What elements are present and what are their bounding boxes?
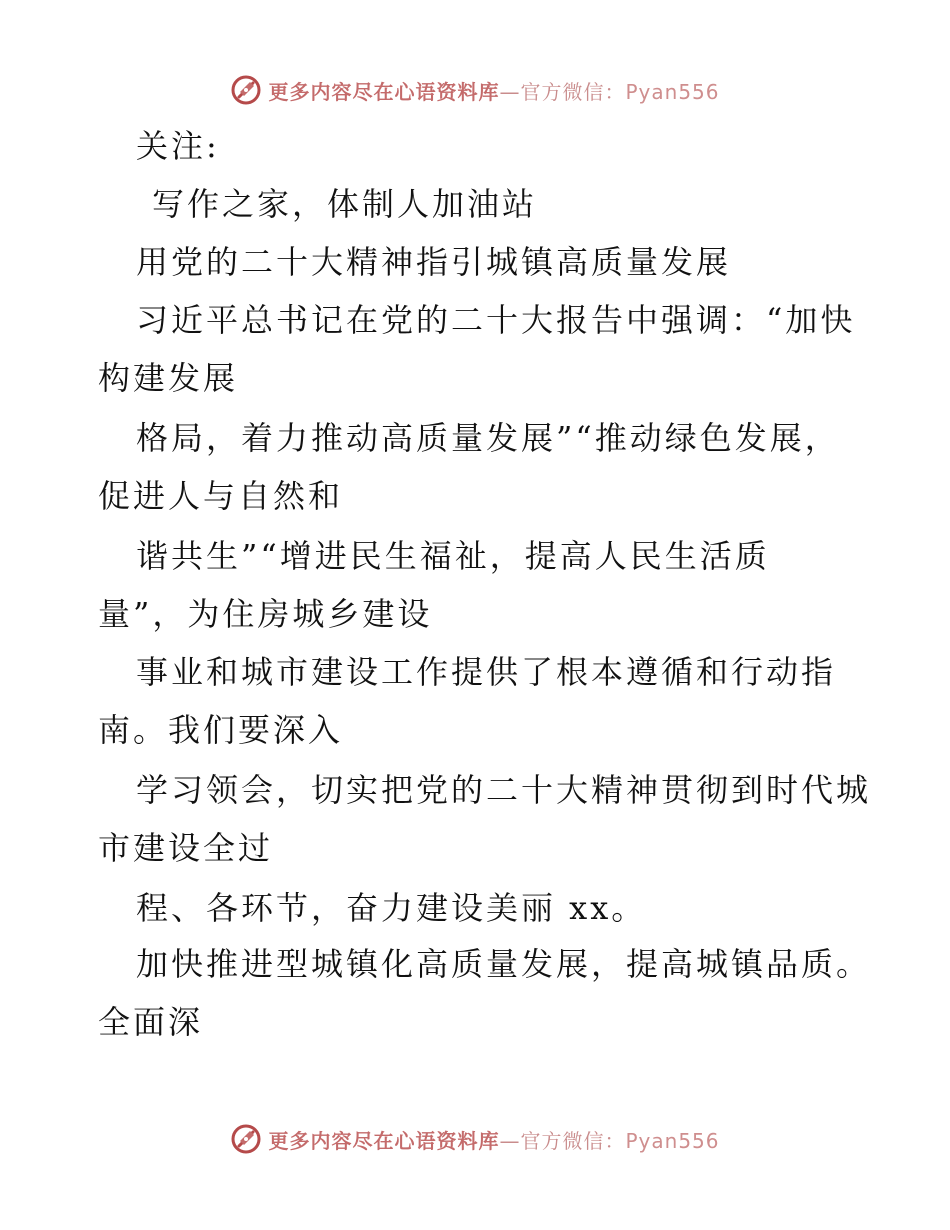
header-separator: — [499, 79, 521, 104]
text-line: 加快推进型城镇化高质量发展，提高城镇品质。 [136, 945, 872, 983]
text-line: 程、各环节，奋力建设美丽 xx。 [136, 889, 647, 927]
text-line: 谐共生”“增进民生福祉，提高人民生活质 [136, 537, 770, 575]
footer-wechat-id: Pyan556 [625, 1128, 720, 1153]
footer-wechat-label: 官方微信： [520, 1128, 626, 1153]
header-wechat-label: 官方微信： [520, 79, 626, 104]
text-line: 事业和城市建设工作提供了根本遵循和行动指 [136, 653, 837, 691]
text-line: 习近平总书记在党的二十大报告中强调：“加快 [136, 301, 856, 339]
text-line: 促进人与自然和 [98, 477, 344, 515]
header-wechat-id: Pyan556 [625, 79, 720, 104]
text-line: 市建设全过 [98, 829, 274, 867]
footer-separator: — [499, 1128, 521, 1153]
text-line: 构建发展 [98, 359, 239, 397]
text-line: 量”，为住房城乡建设 [98, 595, 433, 633]
text-line: 格局，着力推动高质量发展”“推动绿色发展， [136, 419, 840, 457]
text-line: 南。我们要深入 [98, 711, 344, 749]
footer-banner-text [268, 1125, 719, 1154]
pen-logo-icon [230, 1123, 262, 1155]
text-line: 全面深 [98, 1003, 204, 1041]
text-line: 写作之家，体制人加油站 [152, 185, 538, 223]
footer-brand: 更多内容尽在心语资料库 [268, 1128, 500, 1153]
text-line: 关注: [136, 127, 220, 165]
footer-banner [0, 1119, 950, 1159]
text-line: 用党的二十大精神指引城镇高质量发展 [136, 243, 732, 281]
header-brand: 更多内容尽在心语资料库 [268, 79, 500, 104]
text-line: 学习领会，切实把党的二十大精神贯彻到时代城 [136, 771, 872, 809]
